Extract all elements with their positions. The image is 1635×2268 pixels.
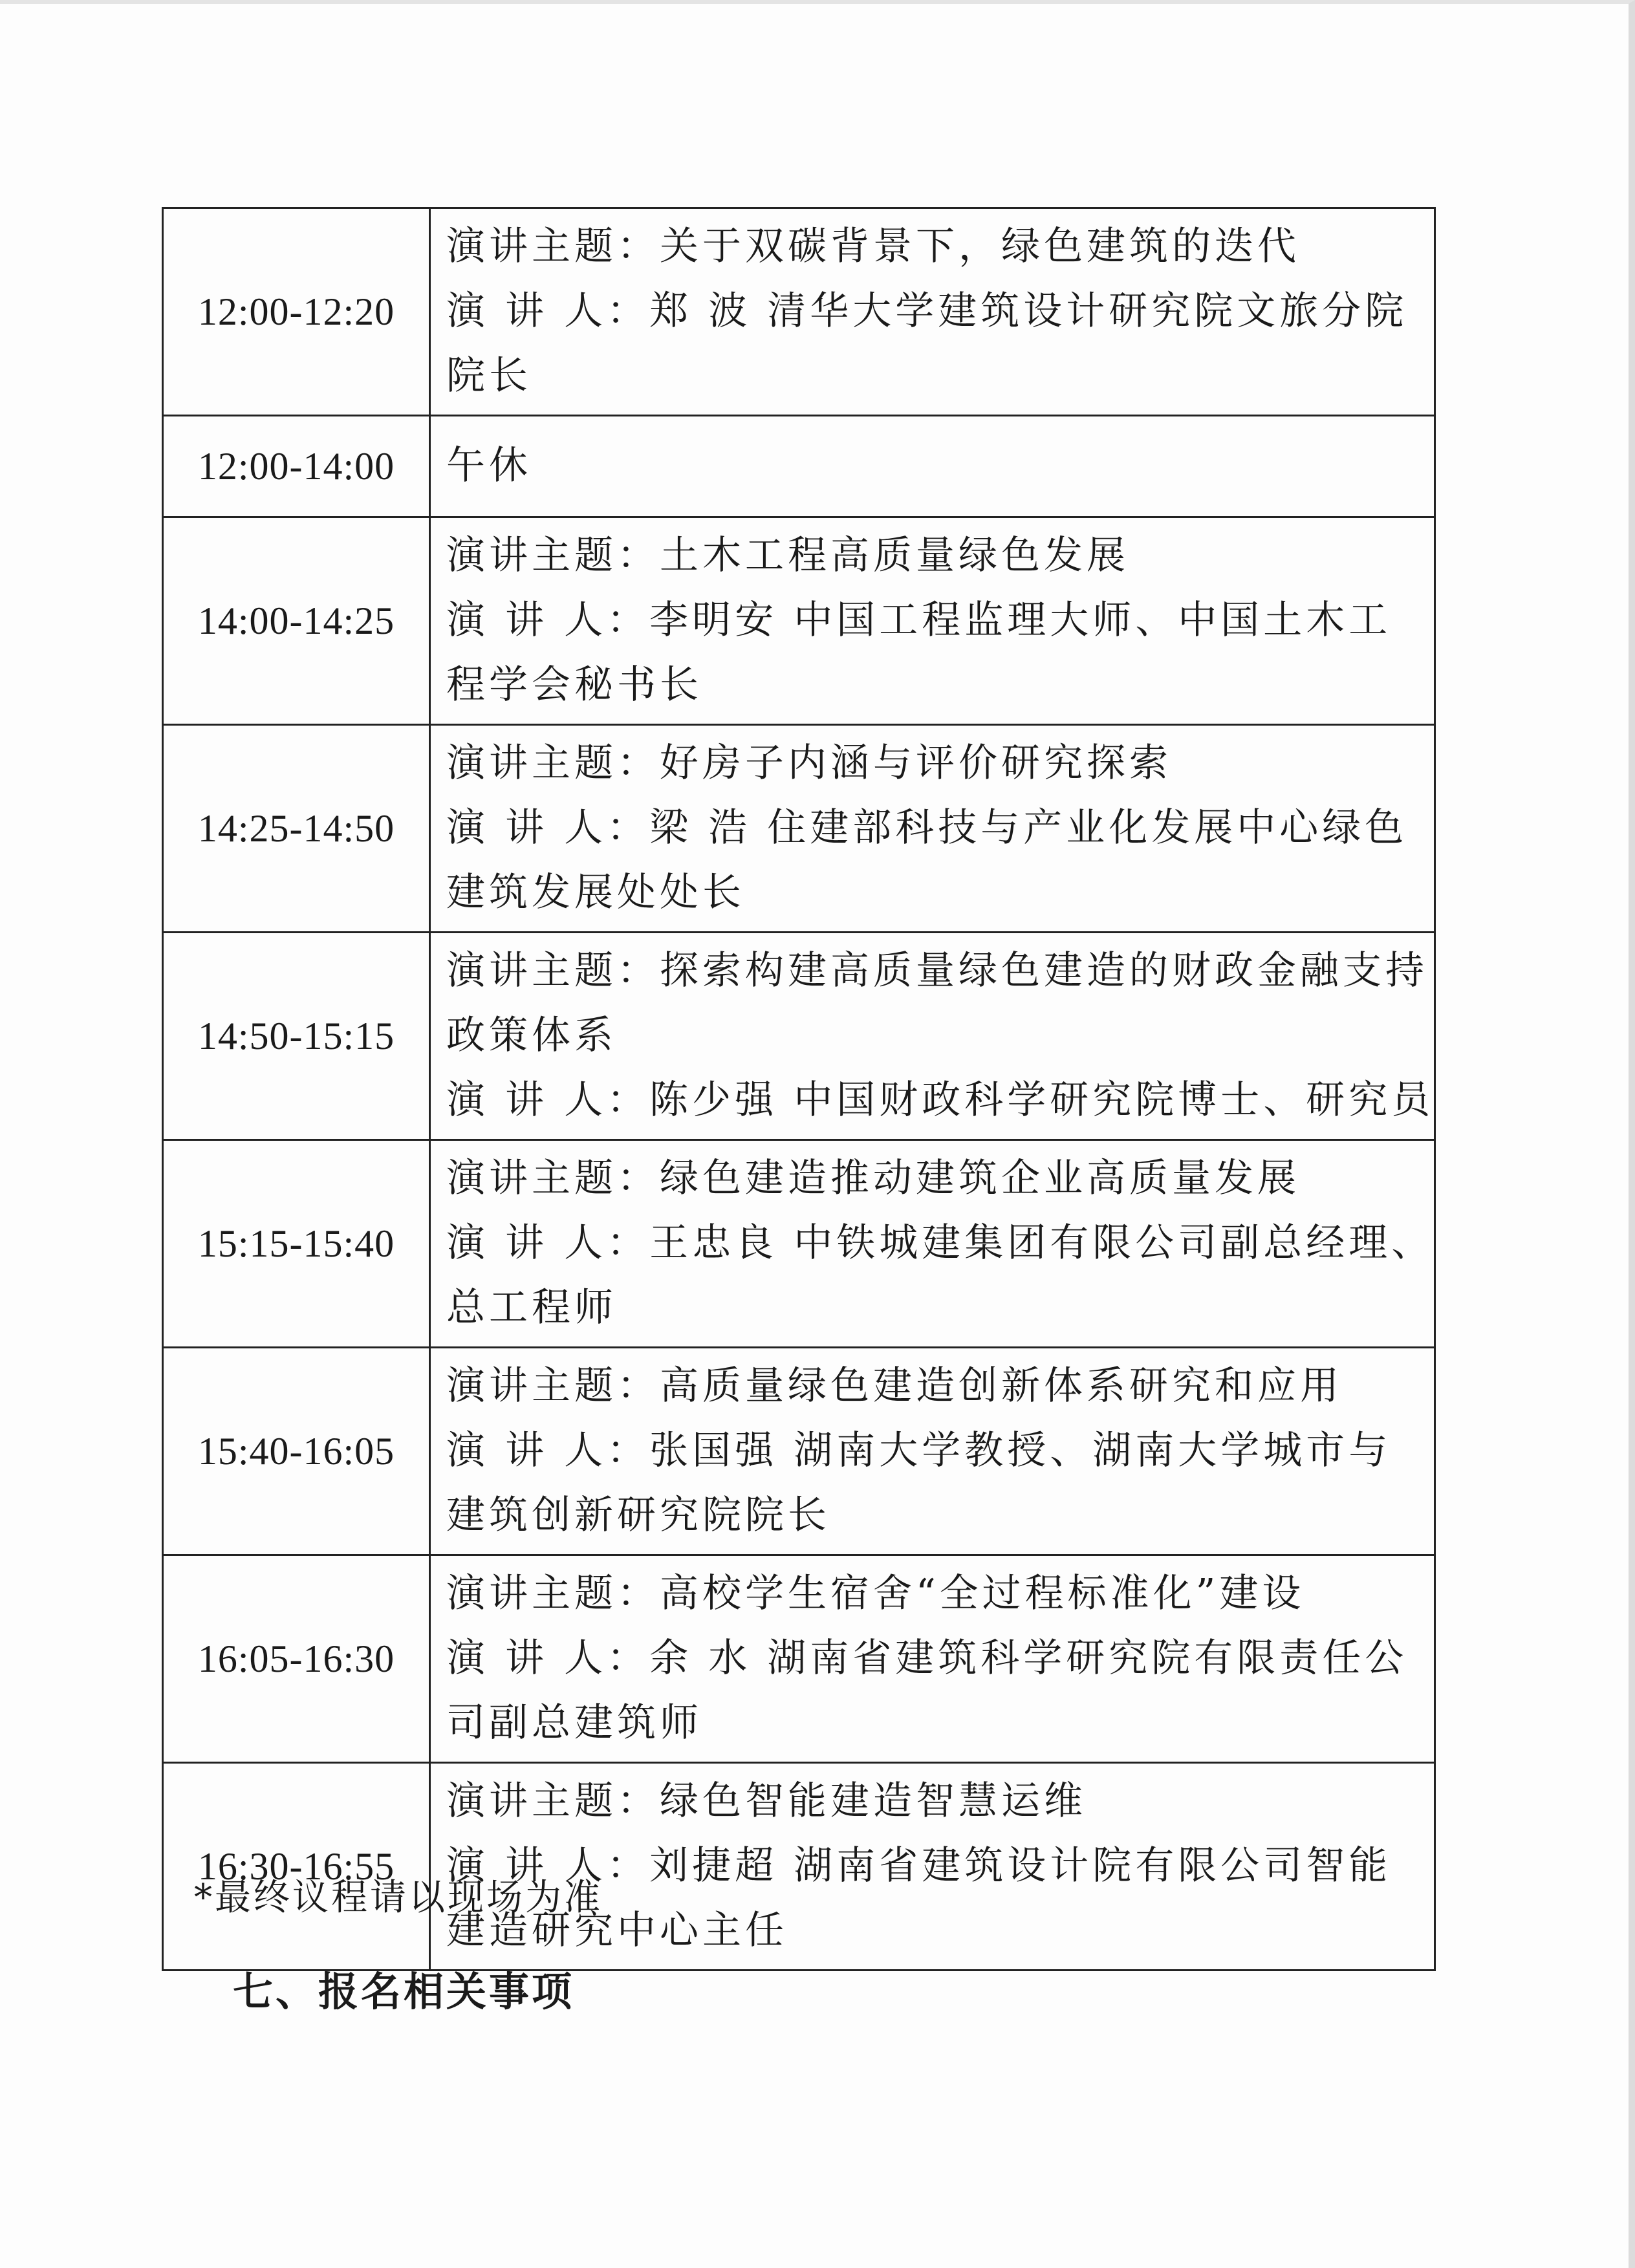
table-row bbox=[163, 1555, 1435, 1763]
content-cell bbox=[430, 1140, 1435, 1348]
content-cell bbox=[430, 517, 1435, 725]
content-cell bbox=[430, 933, 1435, 1140]
content-cell bbox=[430, 1348, 1435, 1555]
time-cell: 15:15-15:40 bbox=[163, 1140, 430, 1348]
agenda-table bbox=[162, 207, 1436, 1971]
table-row bbox=[163, 933, 1435, 1140]
table-row bbox=[163, 208, 1435, 416]
time-cell: 12:00-12:20 bbox=[163, 208, 430, 416]
speaker: 演 讲 人：余 水 湖南省建筑科学研究院有限责任公 bbox=[446, 1636, 1408, 1681]
speaker-continued: 司副总建筑师 bbox=[446, 1700, 702, 1745]
speaker-continued: 建筑创新研究院院长 bbox=[446, 1493, 830, 1538]
speaker: 演 讲 人：郑 波 清华大学建筑设计研究院文旅分院 bbox=[446, 288, 1408, 334]
section-heading: 七、报名相关事项 bbox=[233, 1968, 575, 2015]
speaker: 演 讲 人：梁 浩 住建部科技与产业化发展中心绿色 bbox=[446, 805, 1408, 850]
content-cell bbox=[430, 1555, 1435, 1763]
content-cell bbox=[430, 416, 1435, 517]
table-row bbox=[163, 725, 1435, 933]
speaker: 演 讲 人：刘捷超 湖南省建筑设计院有限公司智能 bbox=[446, 1843, 1392, 1888]
speaker-continued: 总工程师 bbox=[446, 1285, 617, 1330]
time-cell: 12:00-14:00 bbox=[163, 416, 430, 517]
talk-topic: 演讲主题：绿色建造推动建筑企业高质量发展 bbox=[446, 1156, 1300, 1201]
talk-topic: 演讲主题：高质量绿色建造创新体系研究和应用 bbox=[446, 1363, 1343, 1409]
time-cell: 14:50-15:15 bbox=[163, 933, 430, 1140]
speaker: 演 讲 人：陈少强 中国财政科学研究院博士、研究员 bbox=[446, 1077, 1435, 1123]
table-row bbox=[163, 517, 1435, 725]
speaker: 演 讲 人：王忠良 中铁城建集团有限公司副总经理、 bbox=[446, 1220, 1435, 1266]
speaker-continued: 建造研究中心主任 bbox=[446, 1908, 788, 1953]
talk-topic: 演讲主题：关于双碳背景下，绿色建筑的迭代 bbox=[446, 224, 1300, 269]
time-cell: 15:40-16:05 bbox=[163, 1348, 430, 1555]
speaker-continued: 建筑发展处处长 bbox=[446, 870, 745, 915]
table-row bbox=[163, 416, 1435, 517]
agenda-note: *最终议程请以现场为准 bbox=[194, 1877, 603, 1919]
time-cell: 16:30-16:55 bbox=[163, 1763, 430, 1971]
talk-topic: 演讲主题：高校学生宿舍“全过程标准化”建设 bbox=[446, 1571, 1305, 1616]
speaker-continued: 院长 bbox=[446, 353, 532, 398]
talk-topic: 演讲主题：好房子内涵与评价研究探索 bbox=[446, 740, 1172, 786]
table-row bbox=[163, 1348, 1435, 1555]
content-cell bbox=[430, 208, 1435, 416]
break-label: 午休 bbox=[446, 443, 532, 488]
speaker-continued: 程学会秘书长 bbox=[446, 662, 702, 707]
content-cell bbox=[430, 1763, 1435, 1971]
time-cell: 16:05-16:30 bbox=[163, 1555, 430, 1763]
talk-topic: 演讲主题：探索构建高质量绿色建造的财政金融支持 bbox=[446, 948, 1428, 993]
table-row bbox=[163, 1140, 1435, 1348]
speaker: 演 讲 人：李明安 中国工程监理大师、中国土木工 bbox=[446, 598, 1392, 643]
table-row bbox=[163, 1763, 1435, 1971]
time-cell: 14:00-14:25 bbox=[163, 517, 430, 725]
talk-topic: 演讲主题：绿色智能建造智慧运维 bbox=[446, 1778, 1087, 1824]
speaker: 演 讲 人：张国强 湖南大学教授、湖南大学城市与 bbox=[446, 1428, 1392, 1473]
talk-topic-continued: 政策体系 bbox=[446, 1013, 617, 1058]
talk-topic: 演讲主题：土木工程高质量绿色发展 bbox=[446, 533, 1129, 578]
content-cell bbox=[430, 725, 1435, 933]
time-cell: 14:25-14:50 bbox=[163, 725, 430, 933]
